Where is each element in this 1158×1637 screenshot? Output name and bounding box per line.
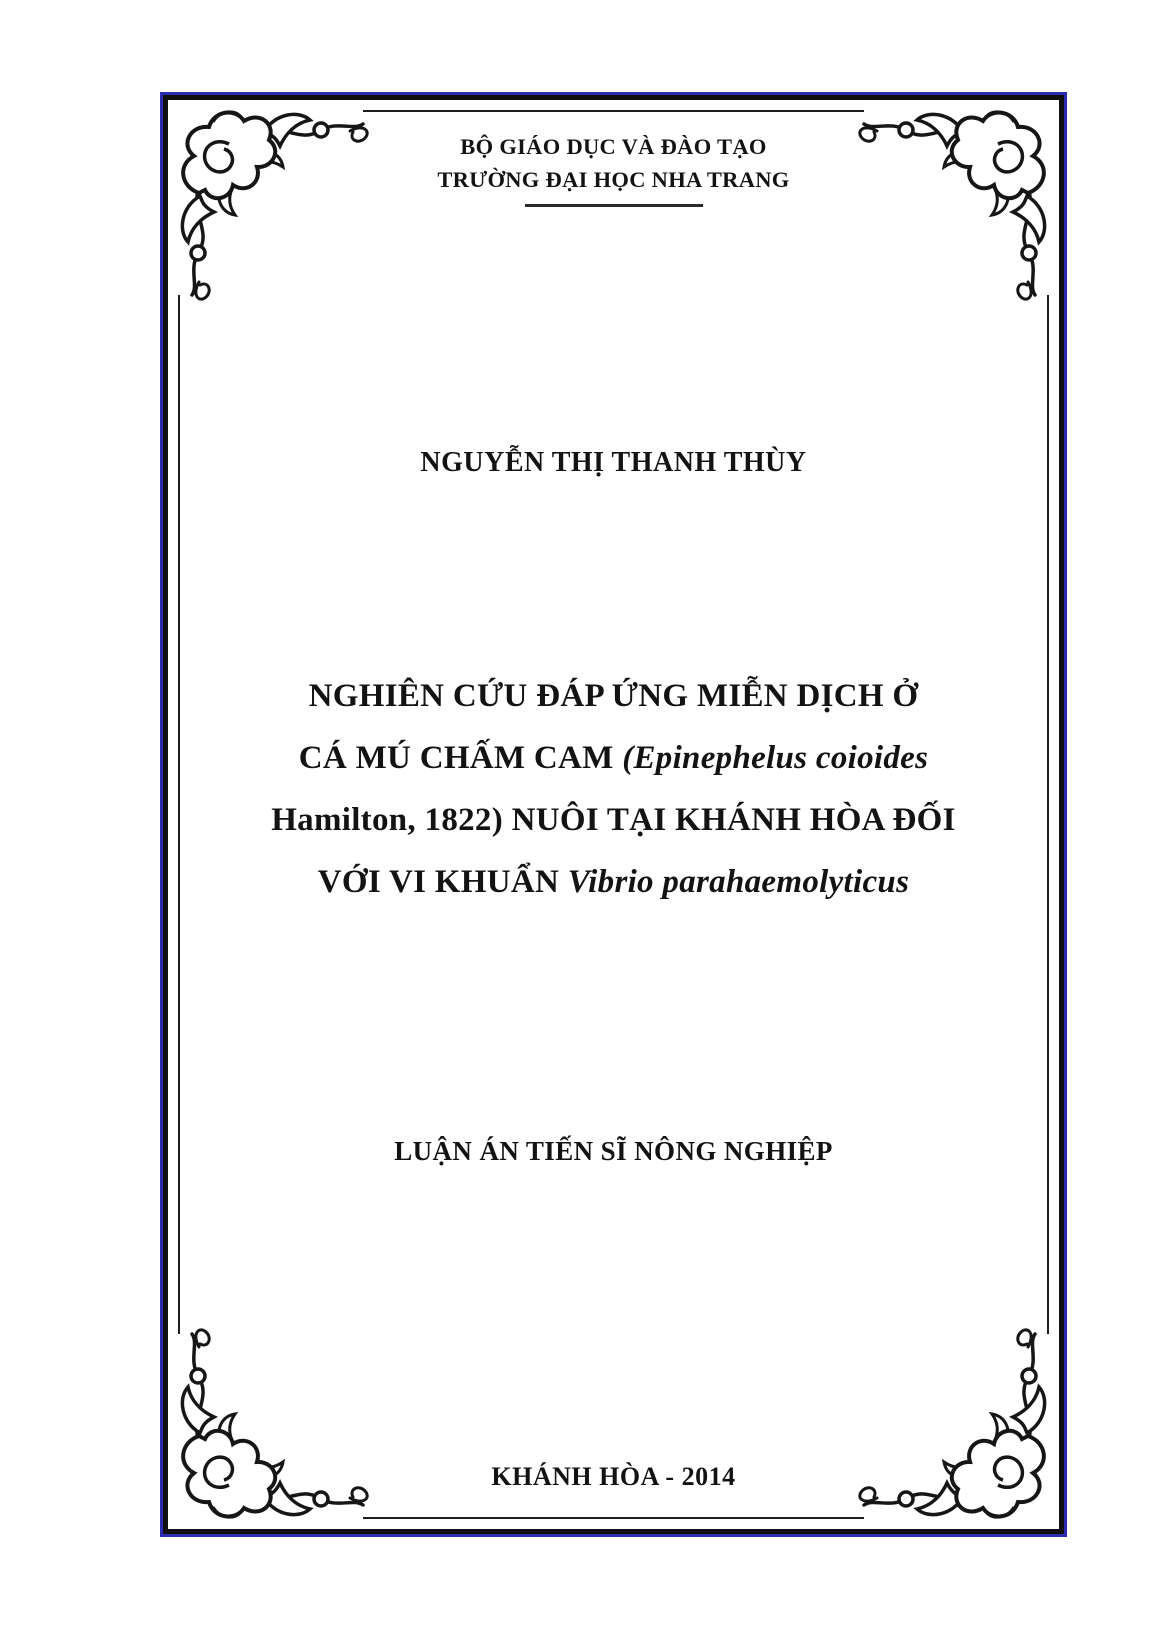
page-border-inner-frame [163,95,1064,1534]
inner-rule-top [363,110,864,112]
degree-label: LUẬN ÁN TIẾN SĨ NÔNG NGHIỆP [394,1136,833,1166]
place-year: KHÁNH HÒA - 2014 [491,1462,736,1491]
author-name: NGUYỄN THỊ THANH THÙY [420,447,807,478]
corner-flourish-icon [858,1328,1058,1528]
title-line-1: NGHIÊN CỨU ĐÁP ỨNG MIỄN DỊCH Ở [308,678,919,714]
inner-rule-bottom [363,1517,864,1519]
university-name: TRƯỜNG ĐẠI HỌC NHA TRANG [437,167,790,192]
ministry-name: BỘ GIÁO DỤC VÀ ĐÀO TẠO [460,134,767,159]
title-line-2: CÁ MÚ CHẤM CAM (Epinephelus coioides [298,740,929,776]
page-border-frame [160,92,1067,1537]
species-name-italic: Vibrio parahaemolyticus [567,864,910,900]
species-name-italic: (Epinephelus coioides [622,740,929,776]
title-line-3: Hamilton, 1822) NUÔI TẠI KHÁNH HÒA ĐỐI [271,802,956,838]
title-line-4: VỚI VI KHUẨN Vibrio parahaemolyticus [317,864,910,900]
header-rule [525,204,703,207]
corner-flourish-icon [169,1328,369,1528]
thesis-title [168,665,1059,913]
header-block [168,130,1059,196]
